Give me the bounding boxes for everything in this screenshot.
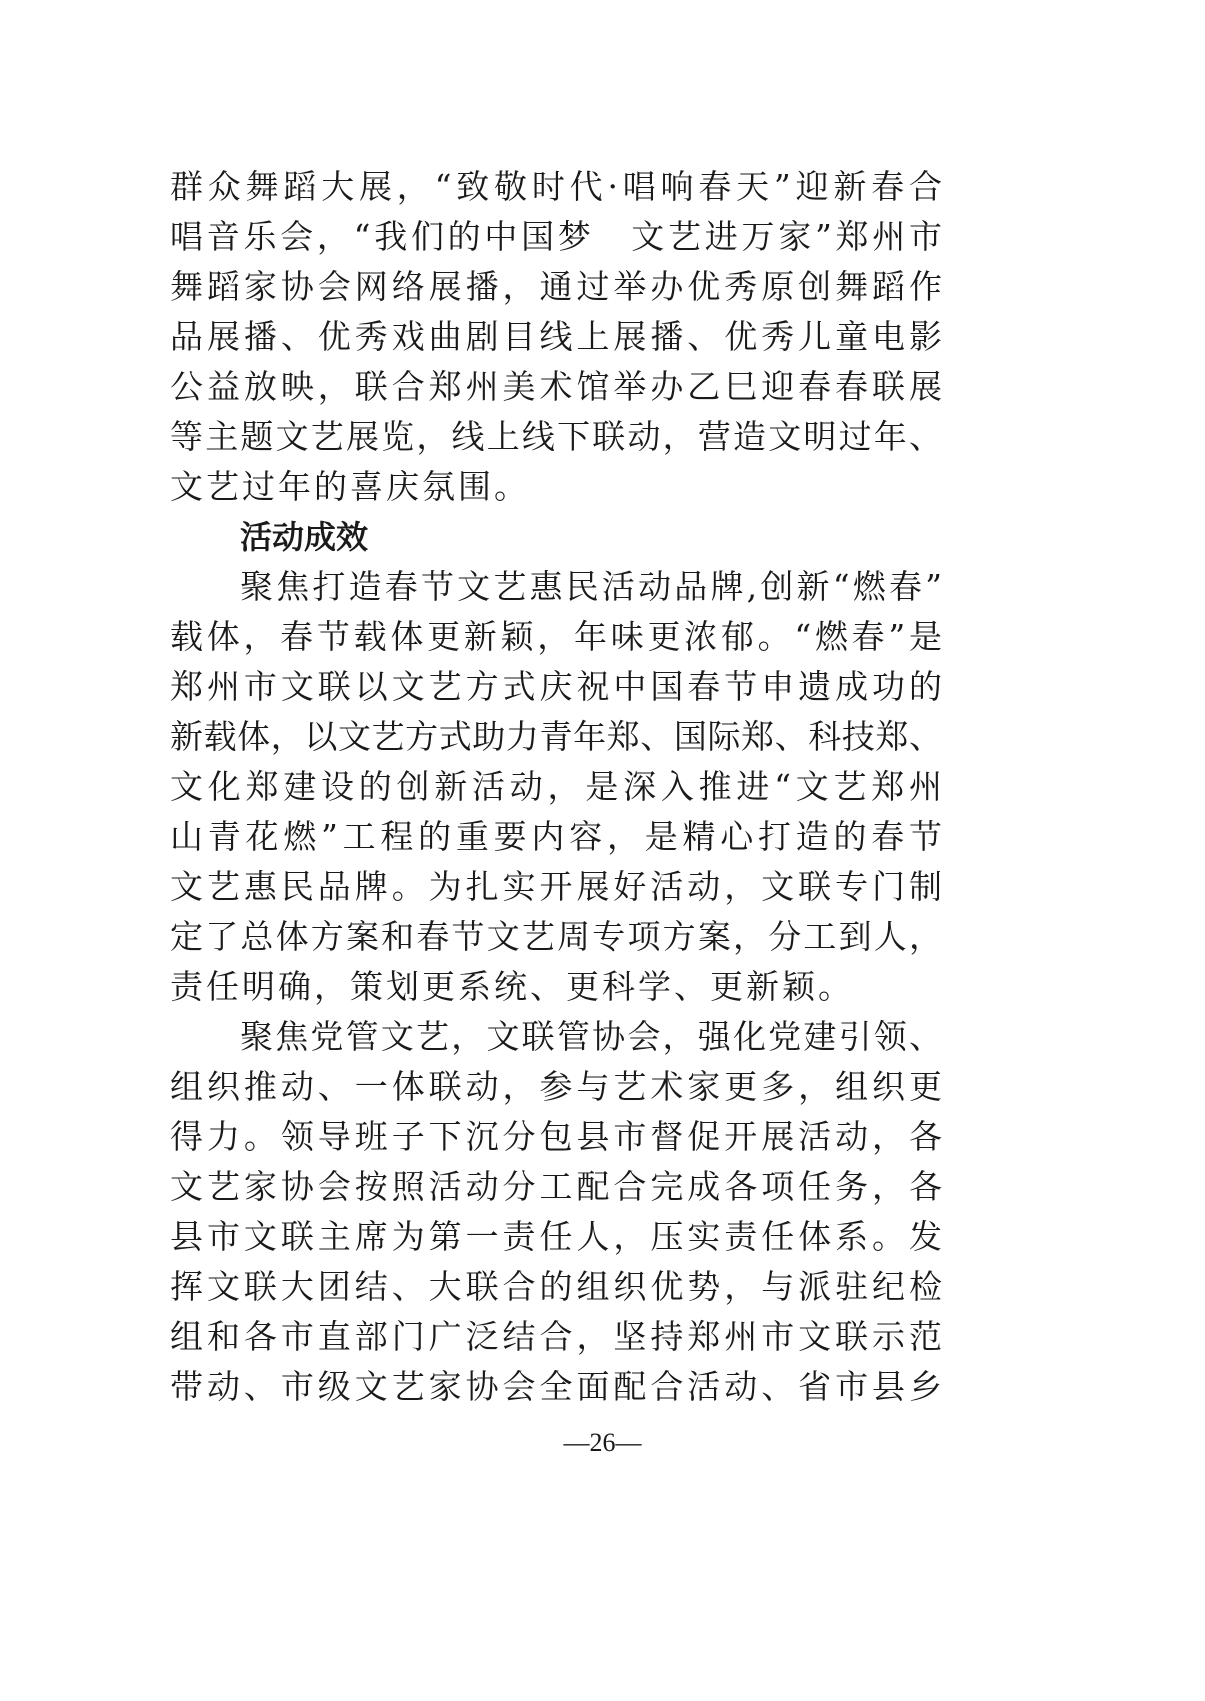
page-number: —26—	[563, 1428, 642, 1457]
text-line: 唱音乐会，“我们的中国梦 文艺进万家”郑州市	[170, 217, 942, 256]
text-line: 责任明确，策划更系统、更科学、更新颖。	[170, 967, 854, 1006]
text-line: 文艺惠民品牌。为扎实开展好活动，文联专门制	[170, 867, 942, 906]
text-line: 郑州市文联以文艺方式庆祝中国春节申遗成功的	[170, 667, 942, 706]
paragraph	[170, 162, 942, 512]
paragraph	[170, 562, 942, 1012]
text-line: 公益放映，联合郑州美术馆举办乙巳迎春春联展	[170, 367, 942, 406]
text-line: 品展播、优秀戏曲剧目线上展播、优秀儿童电影	[170, 317, 942, 356]
document-body	[170, 162, 942, 1412]
text-line: 新载体，以文艺方式助力青年郑、国际郑、科技郑、	[170, 717, 942, 756]
text-line: 得力。领导班子下沉分包县市督促开展活动，各	[170, 1117, 942, 1156]
text-line: 载体，春节载体更新颖，年味更浓郁。“燃春”是	[170, 617, 942, 656]
text-line: 群众舞蹈大展，“致敬时代·唱响春天”迎新春合	[170, 167, 942, 206]
text-line: 县市文联主席为第一责任人，压实责任体系。发	[170, 1217, 942, 1256]
text-line: 组织推动、一体联动，参与艺术家更多，组织更	[170, 1067, 942, 1106]
text-line: 文艺家协会按照活动分工配合完成各项任务，各	[170, 1167, 942, 1206]
text-line: 文艺过年的喜庆氛围。	[170, 467, 530, 506]
text-line: 聚焦党管文艺，文联管协会，强化党建引领、	[240, 1017, 942, 1056]
text-line: 等主题文艺展览，线上线下联动，营造文明过年、	[170, 417, 942, 456]
text-line: 舞蹈家协会网络展播，通过举办优秀原创舞蹈作	[170, 267, 942, 306]
text-line: 组和各市直部门广泛结合，坚持郑州市文联示范	[170, 1317, 942, 1356]
section-heading	[170, 512, 942, 562]
text-line: 挥文联大团结、大联合的组织优势，与派驻纪检	[170, 1267, 942, 1306]
heading-text: 活动成效	[240, 518, 369, 556]
text-line: 聚焦打造春节文艺惠民活动品牌,创新“燃春”	[240, 567, 942, 606]
text-line: 山青花燃”工程的重要内容，是精心打造的春节	[170, 817, 942, 856]
text-line: 定了总体方案和春节文艺周专项方案，分工到人，	[170, 917, 942, 956]
paragraph	[170, 1012, 942, 1412]
text-line: 带动、市级文艺家协会全面配合活动、省市县乡	[170, 1367, 942, 1406]
text-line: 文化郑建设的创新活动，是深入推进“文艺郑州	[170, 767, 942, 806]
